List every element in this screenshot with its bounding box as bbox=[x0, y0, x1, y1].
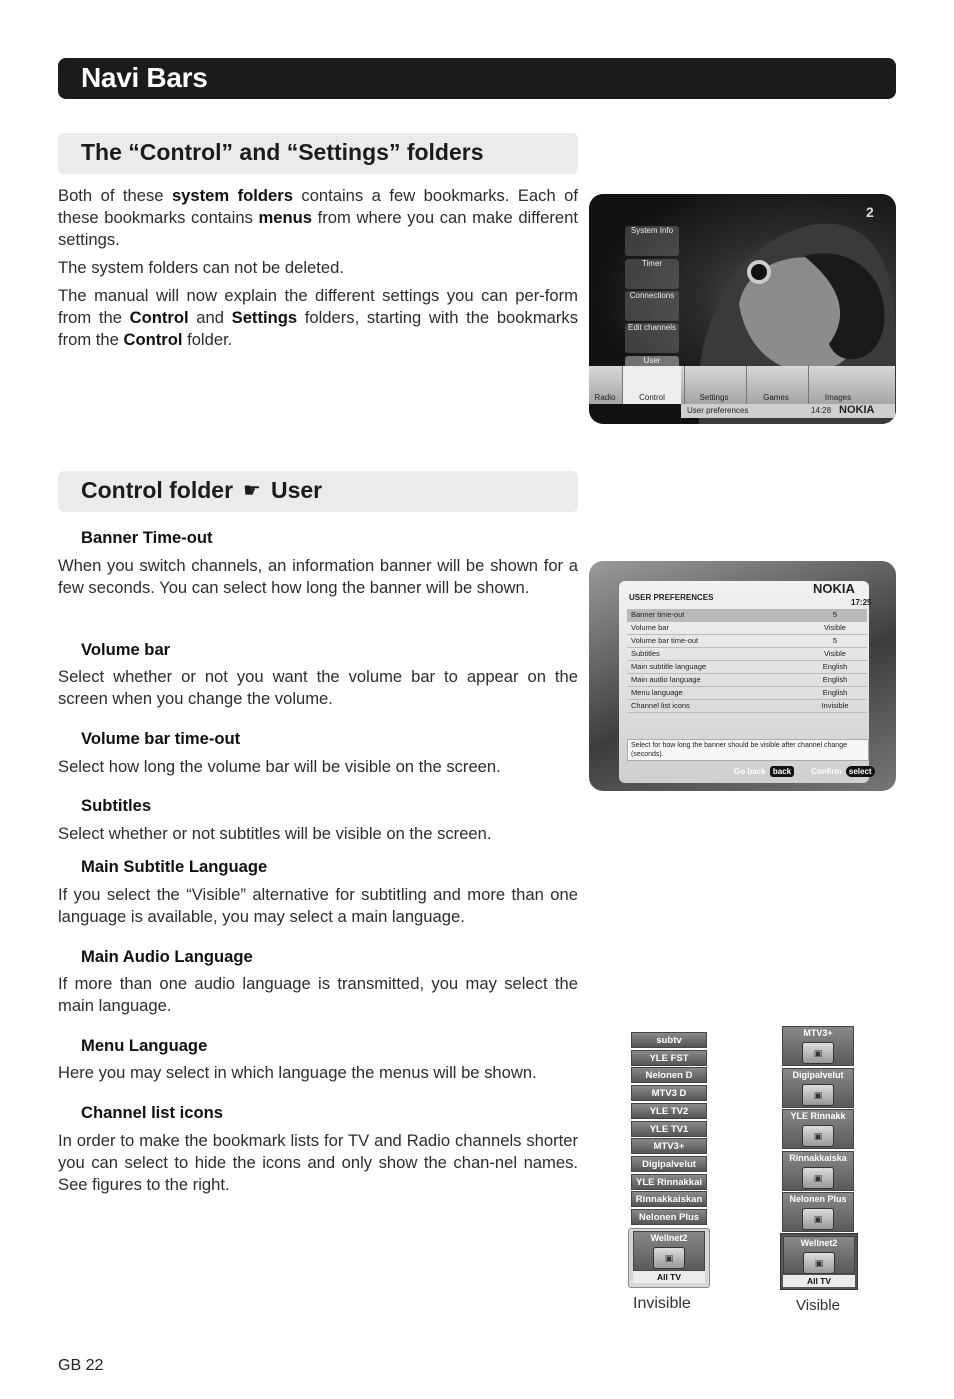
tv-icon: ▣ bbox=[802, 1167, 834, 1189]
nokia-logo: NOKIA bbox=[839, 404, 875, 416]
preference-row[interactable] bbox=[627, 661, 867, 674]
channel-number: 2 bbox=[866, 204, 874, 220]
preference-value: Visible bbox=[824, 623, 846, 632]
side-menu-user[interactable]: User bbox=[625, 356, 679, 386]
tv-icon: ▣ bbox=[802, 1125, 834, 1147]
preference-label: Subtitles bbox=[631, 649, 660, 658]
user-preferences-screenshot bbox=[589, 561, 896, 791]
selected-channel[interactable]: Wellnet2 ▣ bbox=[633, 1231, 705, 1271]
preference-value: Visible bbox=[824, 649, 846, 658]
channel-list-item[interactable] bbox=[782, 1068, 854, 1108]
channel-list-item[interactable]: YLE FST bbox=[631, 1050, 707, 1066]
channel-list-selected-box bbox=[780, 1233, 858, 1290]
setting-description: Select whether or not you want the volume bar to appear on the screen when you change the volume. bbox=[58, 667, 578, 708]
setting-title: Volume bar time-out bbox=[81, 729, 241, 748]
tv-icon: ▣ bbox=[803, 1252, 835, 1274]
pointing-hand-icon: ☛ bbox=[243, 480, 261, 502]
setting-description: In order to make the bookmark lists for TV and Radio channels shorter you can select to hide the icons and only show the chan-nel names. See figures to the right. bbox=[58, 1131, 578, 1194]
setting-description: Here you may select in which language the menus will be shown. bbox=[58, 1063, 537, 1082]
preference-row[interactable] bbox=[627, 622, 867, 635]
preference-label: Volume bar time-out bbox=[631, 636, 699, 645]
intro-paragraph-2: The system folders can not be deleted. bbox=[58, 258, 344, 277]
setting-title: Subtitles bbox=[81, 796, 152, 815]
tv-icon: ▣ bbox=[653, 1247, 685, 1269]
channel-list-item[interactable] bbox=[782, 1109, 854, 1149]
channel-list-selected-box bbox=[628, 1228, 710, 1288]
side-menu-system-info[interactable]: System Info bbox=[625, 226, 679, 256]
channel-list-item[interactable]: Digipalvelut bbox=[631, 1156, 707, 1172]
go-back-hint: Go back back bbox=[734, 767, 794, 776]
section-heading-2: Control folder ☛ User bbox=[81, 477, 323, 503]
tv-icon: ▣ bbox=[802, 1084, 834, 1106]
selected-channel[interactable]: Wellnet2 ▣ bbox=[783, 1236, 855, 1274]
preference-row[interactable] bbox=[627, 648, 867, 661]
channel-list-item[interactable]: YLE TV2 bbox=[631, 1103, 707, 1119]
setting-description: When you switch channels, an information banner will be shown for a few seconds. You can select how long the banner will be shown. bbox=[58, 556, 578, 597]
setting-title: Main Audio Language bbox=[81, 947, 253, 966]
preference-label: Channel list icons bbox=[631, 701, 690, 710]
setting-title: Banner Time-out bbox=[81, 528, 213, 547]
bottom-item-images[interactable]: Images bbox=[808, 366, 867, 404]
setting-title: Menu Language bbox=[81, 1036, 208, 1055]
confirm-hint: Confirm select bbox=[811, 767, 875, 776]
setting-description: Select whether or not subtitles will be visible on the screen. bbox=[58, 824, 492, 843]
preference-row[interactable] bbox=[627, 674, 867, 687]
channel-list-invisible-icons bbox=[628, 1030, 710, 1290]
page-number: GB 22 bbox=[58, 1357, 104, 1374]
preference-row[interactable] bbox=[627, 687, 867, 700]
tv-menu-screenshot bbox=[589, 194, 896, 424]
tv-bottom-bar bbox=[589, 366, 895, 404]
channel-name: MTV3+ bbox=[803, 1028, 833, 1038]
preference-value: 5 bbox=[832, 610, 838, 619]
page-title: Navi Bars bbox=[81, 62, 208, 93]
caption-visible: Visible bbox=[796, 1297, 840, 1314]
setting-description: If more than one audio language is transmitted, you may select the main language. bbox=[58, 974, 578, 1015]
back-key: back bbox=[770, 766, 794, 777]
channel-list-item[interactable]: MTV3 D bbox=[631, 1085, 707, 1101]
nokia-logo: NOKIA bbox=[813, 581, 855, 596]
bottom-item-control[interactable]: Control bbox=[622, 366, 681, 404]
channel-list-visible-icons bbox=[780, 1030, 856, 1290]
preference-label: Main subtitle language bbox=[631, 662, 707, 671]
preference-value: English bbox=[822, 675, 848, 684]
channel-list-item[interactable] bbox=[782, 1026, 854, 1066]
channel-name: Digipalvelut bbox=[792, 1069, 844, 1080]
channel-list-item[interactable]: Nelonen Plus bbox=[631, 1209, 707, 1225]
help-text-box: Select for how long the banner should be visible after channel change (seconds). bbox=[627, 739, 869, 761]
setting-title: Channel list icons bbox=[81, 1103, 223, 1122]
preference-label: Volume bar bbox=[631, 623, 669, 632]
bottom-item-settings[interactable]: Settings bbox=[684, 366, 743, 404]
setting-description: Select how long the volume bar will be visible on the screen. bbox=[58, 757, 501, 776]
tv-icon: ▣ bbox=[802, 1208, 834, 1230]
channel-list-item[interactable]: MTV3+ bbox=[631, 1138, 707, 1154]
channel-list-item[interactable]: subtv bbox=[631, 1032, 707, 1048]
caption-invisible: Invisible bbox=[633, 1295, 691, 1312]
preference-value: 5 bbox=[832, 636, 838, 645]
channel-list-item[interactable]: YLE Rinnakkai bbox=[631, 1174, 707, 1190]
section-heading: The “Control” and “Settings” folders bbox=[81, 139, 484, 165]
preferences-title: USER PREFERENCES bbox=[629, 593, 714, 602]
side-menu-edit-channels[interactable]: Edit channels bbox=[625, 323, 679, 353]
preference-value: English bbox=[822, 688, 848, 697]
preference-value: Invisible bbox=[821, 701, 849, 710]
setting-title: Volume bar bbox=[81, 640, 171, 659]
preferences-panel bbox=[619, 581, 872, 783]
preference-label: Menu language bbox=[631, 688, 683, 697]
all-tv-label: All TV bbox=[633, 1271, 705, 1283]
channel-list-item[interactable] bbox=[782, 1192, 854, 1232]
channel-list-item[interactable]: Nelonen D bbox=[631, 1067, 707, 1083]
tv-icon: ▣ bbox=[802, 1042, 834, 1064]
intro-paragraph-3: The manual will now explain the different settings you can per-form from the Control and Settings folders, starting with the bookmarks from the Control folder. bbox=[58, 286, 578, 349]
intro-paragraph-1: Both of these system folders contains a few bookmarks. Each of these bookmarks contains menus from where you can make different settings. bbox=[58, 186, 578, 249]
all-tv-label: All TV bbox=[783, 1275, 855, 1287]
preference-label: Main audio language bbox=[631, 675, 701, 684]
channel-name: Nelonen Plus bbox=[789, 1194, 847, 1204]
channel-name: YLE Rinnakk bbox=[790, 1111, 846, 1121]
channel-name: Rinnakkaiska bbox=[789, 1152, 847, 1163]
channel-list-item[interactable] bbox=[782, 1151, 854, 1191]
section-heading-bar-2 bbox=[58, 471, 578, 512]
page-title-bar bbox=[58, 58, 896, 99]
side-menu-connections[interactable]: Connections bbox=[625, 291, 679, 321]
bottom-item-radio[interactable]: Radio bbox=[594, 393, 616, 402]
clock-time: 17:25 bbox=[851, 598, 872, 607]
preference-row[interactable] bbox=[627, 700, 867, 713]
section-heading-bar bbox=[58, 133, 578, 174]
setting-description: If you select the “Visible” alternative for subtitling and more than one language is available, you may select a main language. bbox=[58, 885, 578, 926]
select-key: select bbox=[846, 766, 875, 777]
preference-row[interactable] bbox=[627, 609, 867, 622]
channel-list-item[interactable]: YLE TV1 bbox=[631, 1121, 707, 1137]
bottom-item-games[interactable]: Games bbox=[746, 366, 805, 404]
preference-label: Banner time-out bbox=[631, 610, 685, 619]
preference-row[interactable] bbox=[627, 635, 867, 648]
tv-status-bar: User preferences 14:28 NOKIA bbox=[681, 404, 895, 418]
channel-list-item[interactable]: Rinnakkaiskan bbox=[631, 1191, 707, 1207]
side-menu-timer[interactable]: Timer bbox=[625, 259, 679, 289]
setting-title: Main Subtitle Language bbox=[81, 857, 268, 876]
preference-value: English bbox=[822, 662, 848, 671]
